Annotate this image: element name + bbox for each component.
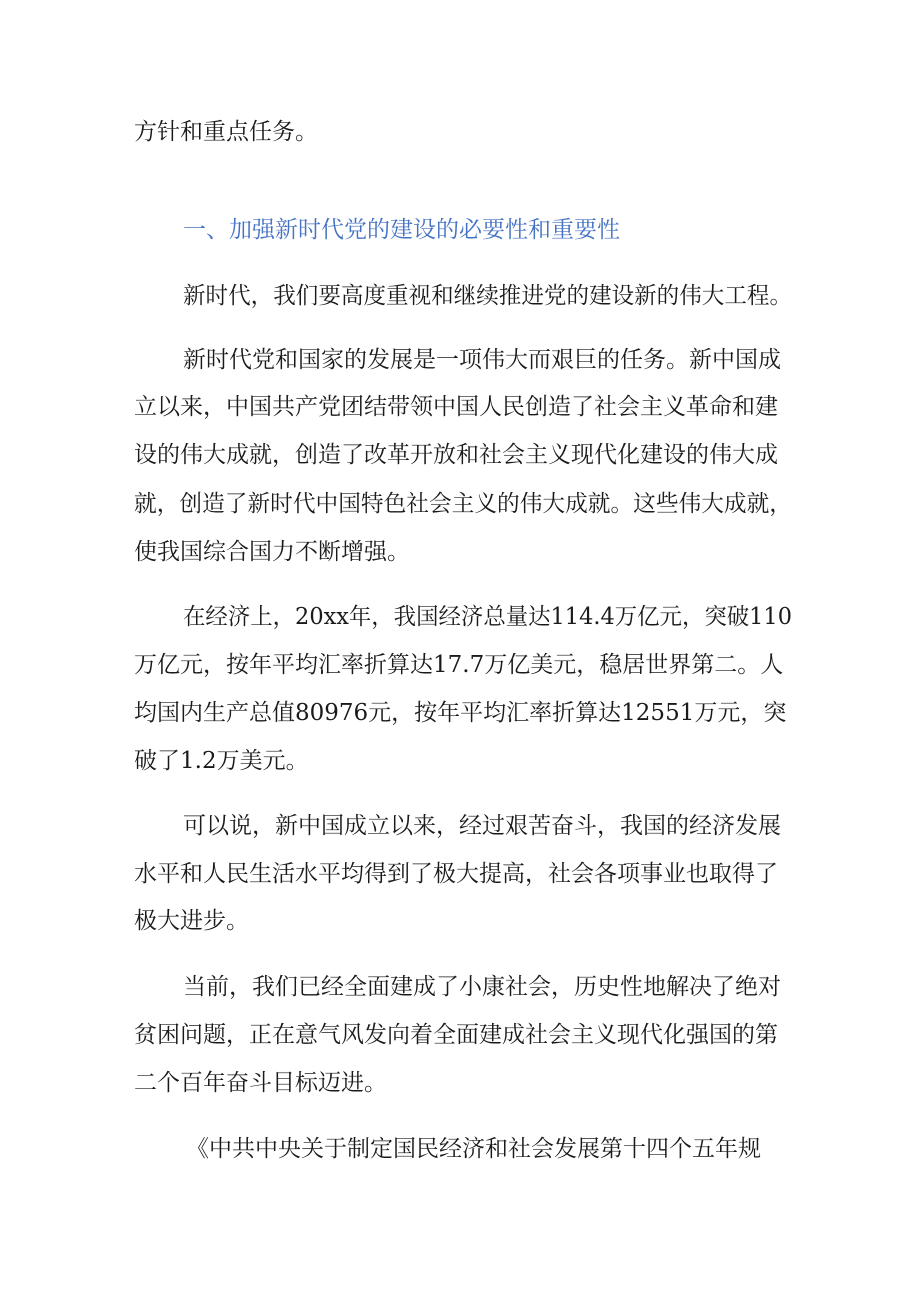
paragraph-line: 《中共中央关于制定国民经济和社会发展第十四个五年规 xyxy=(186,1136,761,1162)
paragraph-line: 贫困问题，正在意气风发向着全面建成社会主义现代化强国的第 xyxy=(134,1022,778,1048)
paragraph-line: 万亿元，按年平均汇率折算达17.7万亿美元，稳居世界第二。人 xyxy=(134,652,784,678)
paragraph-line: 可以说，新中国成立以来，经过艰苦奋斗，我国的经济发展 xyxy=(183,813,781,839)
paragraph-line: 立以来，中国共产党团结带领中国人民创造了社会主义革命和建 xyxy=(134,394,778,420)
paragraph-line: 极大进步。 xyxy=(134,908,249,934)
paragraph-line: 新时代党和国家的发展是一项伟大而艰巨的任务。新中国成 xyxy=(183,347,781,373)
paragraph-line: 就，创造了新时代中国特色社会主义的伟大成就。这些伟大成就， xyxy=(134,491,792,517)
paragraph-line: 均国内生产总值80976元，按年平均汇率折算达12551万元，突 xyxy=(134,700,787,726)
paragraph-line: 使我国综合国力不断增强。 xyxy=(134,539,410,565)
paragraph-line: 当前，我们已经全面建成了小康社会，历史性地解决了绝对 xyxy=(183,974,781,1000)
paragraph-line: 在经济上，20xx年，我国经济总量达114.4万亿元，突破110 xyxy=(183,604,792,630)
carryover-line: 方针和重点任务。 xyxy=(134,119,318,145)
paragraph-line: 水平和人民生活水平均得到了极大提高，社会各项事业也取得了 xyxy=(134,861,778,887)
paragraph-line: 二个百年奋斗目标迈进。 xyxy=(134,1070,387,1096)
paragraph-line: 新时代，我们要高度重视和继续推进党的建设新的伟大工程。 xyxy=(183,283,793,309)
paragraph-line: 破了1.2万美元。 xyxy=(134,748,309,774)
paragraph-line: 设的伟大成就，创造了改革开放和社会主义现代化建设的伟大成 xyxy=(134,442,778,468)
section-heading: 一、加强新时代党的建设的必要性和重要性 xyxy=(183,217,620,243)
